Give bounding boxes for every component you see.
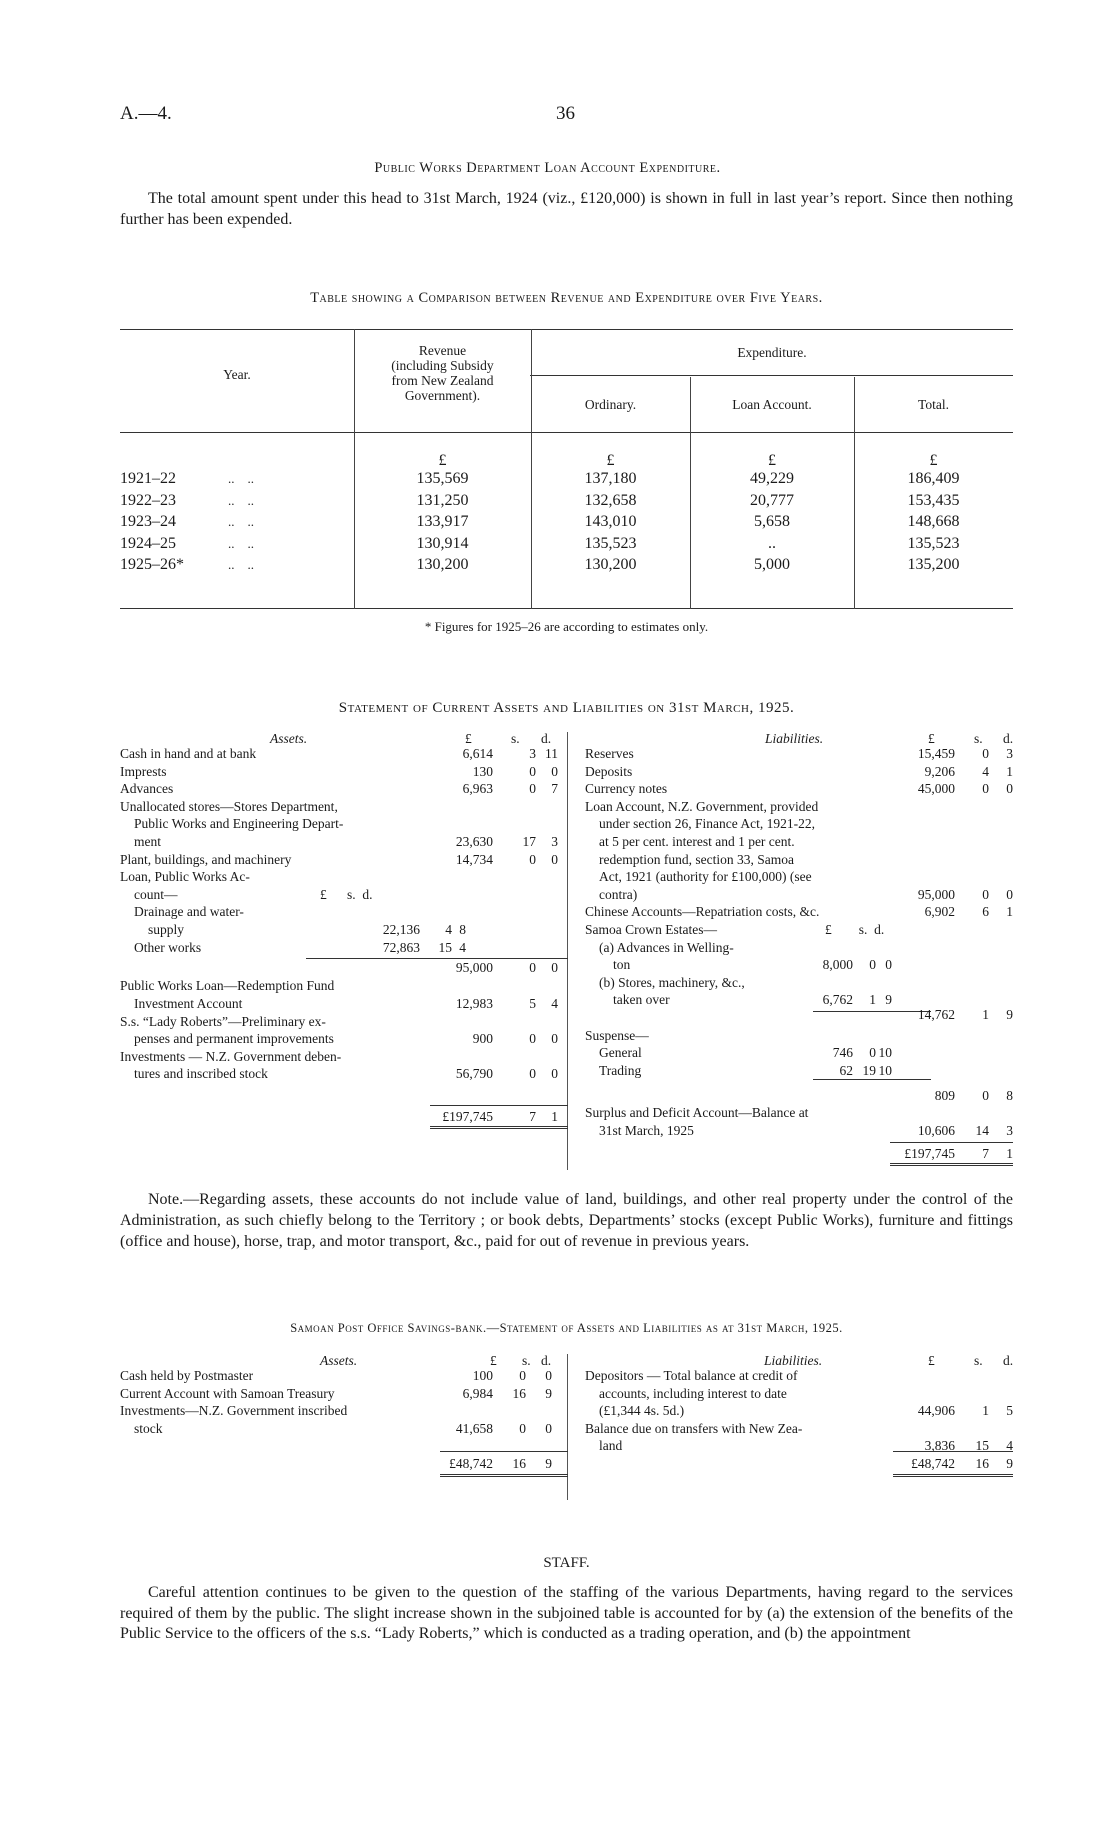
liability-trading-label: Trading <box>599 1062 642 1078</box>
currency-symbol: £ <box>438 452 447 469</box>
shilling-col-head: s. <box>522 1353 531 1368</box>
col-ordinary-header: Ordinary. <box>584 397 637 412</box>
asset-loan-total-shillings: 0 <box>529 960 536 976</box>
liability-loan-pounds: 95,000 <box>917 886 955 902</box>
liability-loan-label: under section 26, Finance Act, 1921-22, <box>599 816 815 832</box>
double-rule <box>430 1126 568 1129</box>
row-total: 135,523 <box>907 534 960 552</box>
row-loan: .. <box>768 534 776 552</box>
savings-transfers-label: Balance due on transfers with New Zea- <box>585 1420 803 1436</box>
asset-drainage-label: Drainage and water- <box>134 904 244 920</box>
liability-deposits-pounds: 9,206 <box>924 763 955 779</box>
row-loan: 5,000 <box>754 556 790 573</box>
staff-paragraph: Careful attention continues to be given to the question of the staffing of the various Departments, having regard to the services required of them by the public. The slight increase shown in the subjoined table is accounted for by (a) the extension of the benefits of the Public Service to the officers of the s.s. “Lady Roberts,” which is conducted as a trading operation, and (b) the appointment <box>120 1584 1013 1642</box>
asset-unallocated-pence: 3 <box>551 834 558 849</box>
liability-samoa-currency-head: £ s. d. <box>825 922 885 937</box>
row-total: 153,435 <box>907 491 960 509</box>
page-number: 36 <box>556 103 575 124</box>
row-loan: 5,658 <box>754 513 790 530</box>
savings-depositors-pounds: 44,906 <box>917 1403 955 1419</box>
document-reference: A.—4. <box>120 103 172 124</box>
asset-other-works-label: Other works <box>134 939 202 955</box>
liability-suspense-total-shillings: 0 <box>982 1087 989 1103</box>
savings-investments-label: stock <box>134 1420 163 1436</box>
pence-col-head: d. <box>1003 1353 1014 1368</box>
liability-currency-shillings: 0 <box>982 781 989 797</box>
asset-total-pounds: £197,745 <box>442 1108 493 1124</box>
liability-suspense-label: Suspense— <box>585 1027 649 1043</box>
asset-other-works-pence: 4 <box>459 939 466 955</box>
liability-total-pounds: £197,745 <box>904 1145 955 1161</box>
liability-loan-pence: 0 <box>1006 886 1013 902</box>
savings-assets-total-pence: 9 <box>545 1456 552 1471</box>
row-ordinary: 137,180 <box>584 470 637 487</box>
asset-advances-pence: 7 <box>551 781 558 797</box>
asset-redemption-shillings: 5 <box>529 995 536 1011</box>
asset-total-shillings: 7 <box>529 1108 536 1124</box>
shilling-col-head: s. <box>974 1353 983 1368</box>
liability-reserves-pounds: 15,459 <box>917 746 955 761</box>
asset-lady-roberts-label: penses and permanent improvements <box>134 1031 334 1047</box>
col-expenditure-header: Expenditure. <box>737 345 807 360</box>
col-year-header: Year. <box>223 367 251 382</box>
asset-plant-pence: 0 <box>551 851 558 867</box>
row-leader-dots: .. .. <box>228 492 254 508</box>
assets-liabilities-statement <box>120 730 1013 1170</box>
liability-surplus-pounds: 10,606 <box>917 1122 955 1138</box>
asset-lady-roberts-pounds: 900 <box>472 1031 493 1047</box>
liability-trading-shillings: 19 <box>862 1062 876 1078</box>
liability-samoa-total-pence: 9 <box>1006 1007 1013 1022</box>
liability-stores-shillings: 1 <box>869 992 876 1008</box>
liability-deposits-shillings: 4 <box>982 763 989 779</box>
asset-imprests-label: Imprests <box>120 763 167 779</box>
col-loan-header: Loan Account. <box>732 397 812 412</box>
savings-depositors-shillings: 1 <box>982 1403 989 1419</box>
asset-advances-label: Advances <box>120 781 174 797</box>
liability-loan-label: Act, 1921 (authority for £100,000) (see <box>599 869 812 885</box>
asset-drainage-pence: 8 <box>459 922 466 937</box>
asset-loan-total-pence: 0 <box>551 960 558 976</box>
liability-currency-pence: 0 <box>1006 781 1013 797</box>
row-ordinary: 135,523 <box>584 534 637 552</box>
asset-unallocated-label: Unallocated stores—Stores Department, <box>120 798 338 814</box>
liability-reserves-pence: 3 <box>1006 746 1013 761</box>
liability-stores-label: (b) Stores, machinery, &c., <box>599 974 745 990</box>
savings-bank-statement <box>120 1352 1013 1512</box>
public-works-title: Public Works Department Loan Account Expenditure. <box>374 160 721 176</box>
savings-cash-pence: 0 <box>545 1368 552 1383</box>
asset-imprests-shillings: 0 <box>529 763 536 779</box>
liability-chinese-pounds: 6,902 <box>924 904 955 920</box>
savings-cash-pounds: 100 <box>472 1368 493 1383</box>
row-revenue: 135,569 <box>416 470 469 487</box>
asset-unallocated-label: Public Works and Engineering Depart- <box>134 816 344 832</box>
asset-total-pence: 1 <box>551 1108 558 1124</box>
liability-trading-pence: 10 <box>878 1062 892 1078</box>
savings-current-pence: 9 <box>545 1385 552 1401</box>
row-year: 1921–22 <box>120 470 176 487</box>
asset-cash-pounds: 6,614 <box>462 746 493 761</box>
row-ordinary: 143,010 <box>584 513 637 530</box>
liability-loan-shillings: 0 <box>982 886 989 902</box>
asset-loan-label: Loan, Public Works Ac- <box>120 869 250 885</box>
asset-loan-currency-head: £ s. d. <box>320 886 373 902</box>
liability-reserves-shillings: 0 <box>982 746 989 761</box>
total-rule <box>430 1105 568 1106</box>
liability-chinese-shillings: 6 <box>982 904 989 920</box>
asset-unallocated-shillings: 17 <box>522 834 536 849</box>
asset-investments-pence: 0 <box>551 1066 558 1082</box>
savings-depositors-label: (£1,344 4s. 5d.) <box>599 1403 685 1419</box>
liability-total-pence: 1 <box>1006 1145 1013 1161</box>
liability-suspense-total-pence: 8 <box>1006 1087 1013 1103</box>
liability-reserves-label: Reserves <box>585 746 634 761</box>
savings-assets-heading: Assets. <box>320 1353 358 1368</box>
liability-loan-label: redemption fund, section 33, Samoa <box>599 851 794 867</box>
asset-unallocated-pounds: 23,630 <box>455 834 493 849</box>
liability-stores-pounds: 6,762 <box>822 992 853 1008</box>
row-total: 186,409 <box>907 470 960 487</box>
asset-investments-label: tures and inscribed stock <box>134 1066 268 1082</box>
liability-loan-label: contra) <box>599 886 638 902</box>
savings-liabilities-total-pence: 9 <box>1006 1456 1013 1471</box>
pound-col-head: £ <box>465 731 472 746</box>
liability-chinese-label: Chinese Accounts—Repatriation costs, &c. <box>585 904 820 920</box>
asset-drainage-label: supply <box>148 922 185 937</box>
row-total: 148,668 <box>907 513 960 530</box>
asset-investments-label: Investments — N.Z. Government deben- <box>120 1048 342 1064</box>
comparison-table-title: Table showing a Comparison between Revenue and Expenditure over Five Years. <box>310 290 823 306</box>
asset-lady-roberts-pence: 0 <box>551 1031 558 1047</box>
liability-advances-label: (a) Advances in Welling- <box>599 939 734 955</box>
double-rule <box>890 1163 1013 1166</box>
liability-advances-shillings: 0 <box>869 957 876 973</box>
public-works-paragraph: The total amount spent under this head to 31st March, 1924 (viz., £120,000) is shown in full in last year’s report. Since then nothing further has been expended. <box>120 190 1013 228</box>
asset-imprests-pence: 0 <box>551 763 558 779</box>
asset-cash-shillings: 3 <box>529 746 536 761</box>
savings-investments-shillings: 0 <box>519 1420 526 1436</box>
row-year: 1922–23 <box>120 491 176 509</box>
asset-investments-shillings: 0 <box>529 1066 536 1082</box>
savings-current-label: Current Account with Samoan Treasury <box>120 1385 335 1401</box>
asset-redemption-label: Investment Account <box>134 995 243 1011</box>
pence-col-head: d. <box>541 731 552 746</box>
currency-symbol: £ <box>768 452 776 469</box>
row-year: 1924–25 <box>120 534 176 552</box>
savings-depositors-label: accounts, including interest to date <box>599 1385 787 1401</box>
liability-advances-pounds: 8,000 <box>822 957 853 973</box>
liability-loan-label: at 5 per cent. interest and 1 per cent. <box>599 834 795 849</box>
asset-advances-shillings: 0 <box>529 781 536 797</box>
row-ordinary: 130,200 <box>584 556 637 573</box>
row-ordinary: 132,658 <box>584 491 637 509</box>
liability-surplus-label: Surplus and Deficit Account—Balance at <box>585 1105 809 1121</box>
liability-currency-label: Currency notes <box>585 781 668 797</box>
total-rule <box>440 1451 568 1452</box>
liability-stores-pence: 9 <box>885 992 892 1008</box>
total-rule <box>890 1142 1013 1143</box>
asset-drainage-shillings: 4 <box>445 922 452 937</box>
liability-loan-label: Loan Account, N.Z. Government, provided <box>585 798 819 814</box>
liability-surplus-shillings: 14 <box>975 1122 989 1138</box>
liability-stores-label: taken over <box>613 992 670 1008</box>
savings-investments-pounds: 41,658 <box>455 1420 493 1436</box>
savings-assets-total-pounds: £48,742 <box>449 1456 493 1471</box>
row-loan: 20,777 <box>750 491 794 509</box>
savings-transfers-label: land <box>599 1438 623 1454</box>
asset-other-works-pounds: 72,863 <box>382 939 420 955</box>
pound-col-head: £ <box>490 1353 497 1368</box>
liability-general-shillings: 0 <box>869 1045 876 1061</box>
row-leader-dots: .. .. <box>228 471 254 486</box>
row-loan: 49,229 <box>750 470 794 487</box>
asset-other-works-shillings: 15 <box>438 939 452 955</box>
asset-plant-label: Plant, buildings, and machinery <box>120 851 292 867</box>
savings-depositors-pence: 5 <box>1006 1403 1013 1419</box>
liability-samoa-label: Samoa Crown Estates— <box>585 922 717 937</box>
asset-imprests-pounds: 130 <box>472 763 493 779</box>
liability-chinese-pence: 1 <box>1006 904 1013 920</box>
asset-drainage-pounds: 22,136 <box>382 922 420 937</box>
liability-samoa-total-shillings: 1 <box>982 1007 989 1022</box>
comparison-table <box>120 325 1013 634</box>
savings-liabilities-total-pounds: £48,742 <box>911 1456 955 1471</box>
row-year: 1923–24 <box>120 513 176 530</box>
asset-unallocated-label: ment <box>134 834 161 849</box>
row-year: 1925–26* <box>120 556 184 573</box>
liability-trading-pounds: 62 <box>839 1062 853 1078</box>
savings-depositors-label: Depositors — Total balance at credit of <box>585 1368 798 1383</box>
asset-loan-label: count— <box>134 886 178 902</box>
liability-advances-pence: 0 <box>885 957 892 973</box>
liability-general-pence: 10 <box>878 1045 892 1061</box>
liability-samoa-total-pounds: 14,762 <box>917 1007 955 1022</box>
liability-advances-label: ton <box>613 957 631 973</box>
shilling-col-head: s. <box>974 731 983 746</box>
note-paragraph: Note.—Regarding assets, these accounts do not include value of land, buildings, and other real property under the control of the Administration, as such chiefly belong to the Territory ; or book debts, Departments’ stocks (except Public Works), furniture and fittings (office and house), horse, trap, and motor transport, &c., paid for out of revenue in previous years. <box>120 1191 1013 1250</box>
savings-current-shillings: 16 <box>512 1385 526 1401</box>
row-leader-dots: .. .. <box>228 514 254 529</box>
liability-general-label: General <box>599 1045 642 1061</box>
asset-lady-roberts-shillings: 0 <box>529 1031 536 1047</box>
asset-redemption-label: Public Works Loan—Redemption Fund <box>120 978 335 994</box>
statement-title: Statement of Current Assets and Liabilities on 31st March, 1925. <box>338 700 795 716</box>
savings-cash-shillings: 0 <box>519 1368 526 1383</box>
row-leader-dots: .. .. <box>228 535 254 551</box>
asset-loan-total-pounds: 95,000 <box>455 960 493 976</box>
liability-total-shillings: 7 <box>982 1145 989 1161</box>
liability-general-pounds: 746 <box>832 1045 853 1061</box>
pound-col-head: £ <box>928 1353 935 1368</box>
assets-heading: Assets. <box>270 731 308 746</box>
subtotal-rule <box>813 1079 931 1080</box>
savings-transfers-pence: 4 <box>1006 1438 1013 1454</box>
savings-bank-title: Samoan Post Office Savings-bank.—Statement of Assets and Liabilities as at 31st March, 1925. <box>290 1321 843 1335</box>
asset-lady-roberts-label: S.s. “Lady Roberts”—Preliminary ex- <box>120 1013 326 1029</box>
liability-surplus-label: 31st March, 1925 <box>599 1122 694 1138</box>
comparison-footnote: * Figures for 1925–26 are according to estimates only. <box>424 619 709 634</box>
asset-advances-pounds: 6,963 <box>462 781 493 797</box>
savings-transfers-pounds: 3,836 <box>924 1438 955 1454</box>
col-total-header: Total. <box>918 397 949 412</box>
savings-transfers-shillings: 15 <box>975 1438 989 1454</box>
liability-currency-pounds: 45,000 <box>917 781 955 797</box>
savings-assets-total-shillings: 16 <box>512 1456 526 1471</box>
savings-liabilities-heading: Liabilities. <box>764 1353 823 1368</box>
row-revenue: 130,914 <box>416 534 469 552</box>
liabilities-heading: Liabilities. <box>765 731 824 746</box>
liability-deposits-pence: 1 <box>1006 763 1013 779</box>
asset-plant-pounds: 14,734 <box>455 851 493 867</box>
subtotal-rule <box>813 1011 931 1012</box>
asset-redemption-pence: 4 <box>551 995 558 1011</box>
row-total: 135,200 <box>907 556 960 573</box>
asset-redemption-pounds: 12,983 <box>455 995 493 1011</box>
double-rule <box>440 1474 568 1477</box>
pound-col-head: £ <box>928 731 935 746</box>
savings-liabilities-total-shillings: 16 <box>975 1456 989 1471</box>
currency-symbol: £ <box>606 452 615 469</box>
asset-cash-label: Cash in hand and at bank <box>120 746 257 761</box>
savings-investments-pence: 0 <box>545 1420 552 1436</box>
asset-cash-pence: 11 <box>545 746 558 761</box>
pence-col-head: d. <box>1003 731 1014 746</box>
savings-current-pounds: 6,984 <box>462 1385 493 1401</box>
asset-plant-shillings: 0 <box>529 851 536 867</box>
liability-surplus-pence: 3 <box>1006 1122 1013 1138</box>
row-revenue: 130,200 <box>416 556 469 573</box>
asset-investments-pounds: 56,790 <box>455 1066 493 1082</box>
staff-heading: STAFF. <box>543 1555 590 1571</box>
row-revenue: 131,250 <box>416 491 469 509</box>
currency-symbol: £ <box>929 452 938 469</box>
col-revenue-header: Revenue (including Subsidy from New Zealand Government). <box>391 343 494 403</box>
savings-cash-label: Cash held by Postmaster <box>120 1368 254 1383</box>
double-rule <box>893 1474 1013 1477</box>
savings-investments-label: Investments—N.Z. Government inscribed <box>120 1403 348 1419</box>
row-leader-dots: .. .. <box>228 557 254 572</box>
pence-col-head: d. <box>541 1353 552 1368</box>
shilling-col-head: s. <box>511 731 520 746</box>
total-rule <box>893 1451 1013 1452</box>
liability-suspense-total-pounds: 809 <box>934 1087 955 1103</box>
liability-deposits-label: Deposits <box>585 763 633 779</box>
row-revenue: 133,917 <box>416 513 469 530</box>
